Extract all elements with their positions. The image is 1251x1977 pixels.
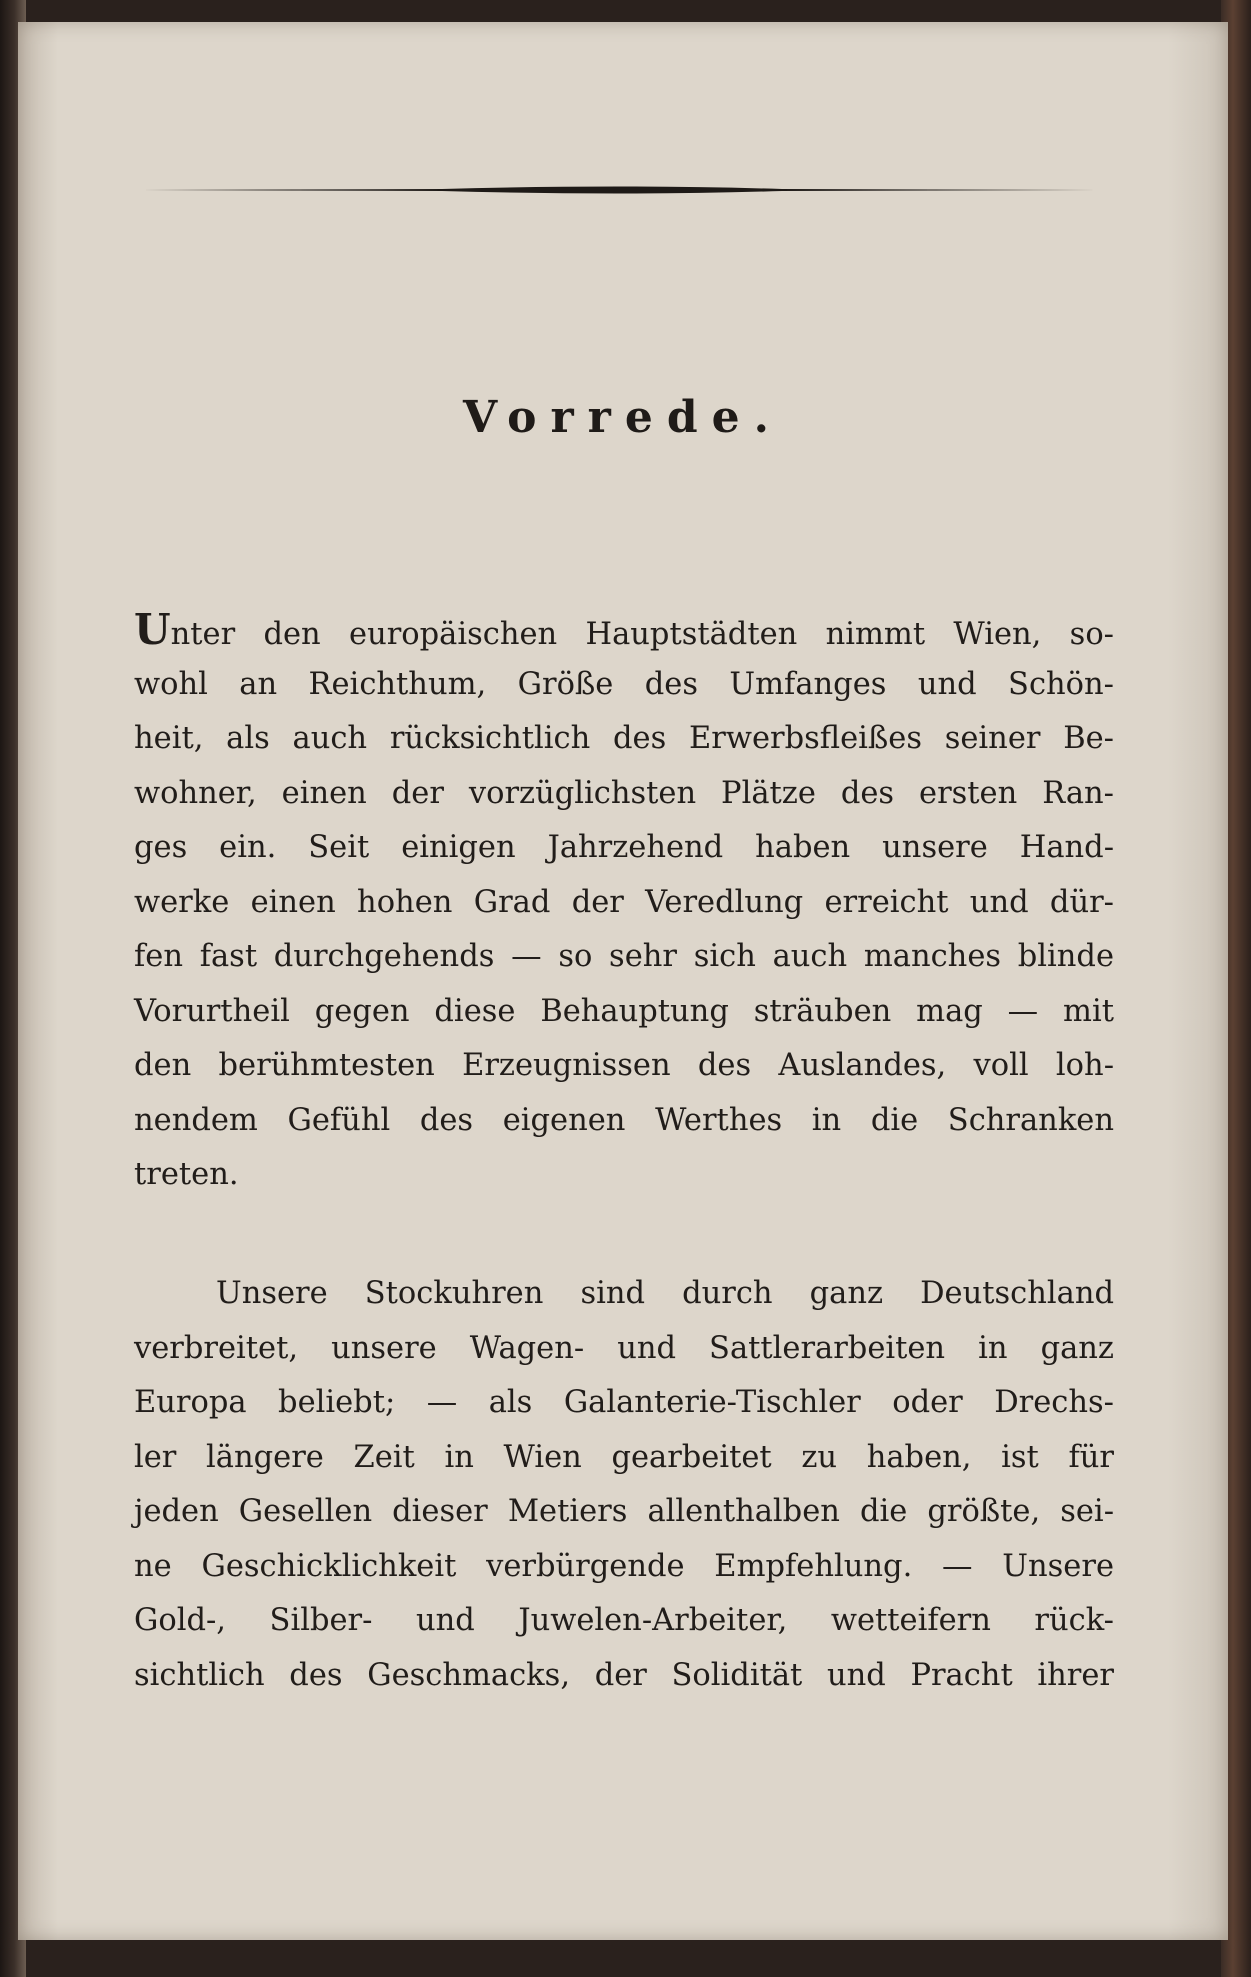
ornamental-rule <box>142 185 1097 195</box>
text-line: verbreitet, unsere Wagen- und Sattlerarbeiten in ganz <box>134 1330 1114 1366</box>
text-line: treten. <box>134 1157 239 1192</box>
text-line: Unsere Stockuhren sind durch ganz Deutschland <box>216 1276 1114 1311</box>
text-line: Gold-, Silber- und Juwelen-Arbeiter, wetteifern rück- <box>134 1603 1114 1638</box>
text-line: nendem Gefühl des eigenen Werthes in die Schranken <box>134 1102 1114 1138</box>
text-line: wohl an Reichthum, Größe des Umfanges und Schön- <box>134 666 1114 702</box>
text-line: den berühmtesten Erzeugnissen des Auslandes, voll loh- <box>134 1048 1114 1083</box>
text-line: Vorurtheil gegen diese Behauptung sträuben mag — mit <box>134 993 1114 1029</box>
text-line: ne Geschicklichkeit verbürgende Empfehlung. — Unsere <box>134 1548 1114 1584</box>
text-line: Europa beliebt; — als Galanterie-Tischler oder Drechs- <box>134 1385 1114 1420</box>
page-paper <box>18 22 1228 1940</box>
paragraph-1 <box>134 603 1114 1203</box>
text-line: ges ein. Seit einigen Jahrzehend haben unsere Hand- <box>134 830 1114 865</box>
text-line: werke einen hohen Grad der Veredlung erreicht und dür- <box>134 884 1114 920</box>
text-line <box>134 603 1114 658</box>
text-line: ler längere Zeit in Wien gearbeitet zu haben, ist für <box>134 1439 1114 1475</box>
text-line: wohner, einen der vorzüglichsten Plätze des ersten Ran- <box>134 775 1114 811</box>
page-title: Vorrede. <box>463 392 783 443</box>
text-line: sichtlich des Geschmacks, der Solidität und Pracht ihrer <box>134 1657 1114 1693</box>
text-line: fen fast durchgehends — so sehr sich auch manches blinde <box>134 939 1114 974</box>
paragraph-2 <box>134 1267 1114 1703</box>
drop-cap: U <box>134 605 171 654</box>
text-line: heit, als auch rücksichtlich des Erwerbsfleißes seiner Be- <box>134 721 1114 756</box>
text-line: jeden Gesellen dieser Metiers allenthalben die größte, sei- <box>134 1494 1114 1529</box>
text-line-rest: nter den europäischen Hauptstädten nimmt Wien, so- <box>170 617 1114 652</box>
